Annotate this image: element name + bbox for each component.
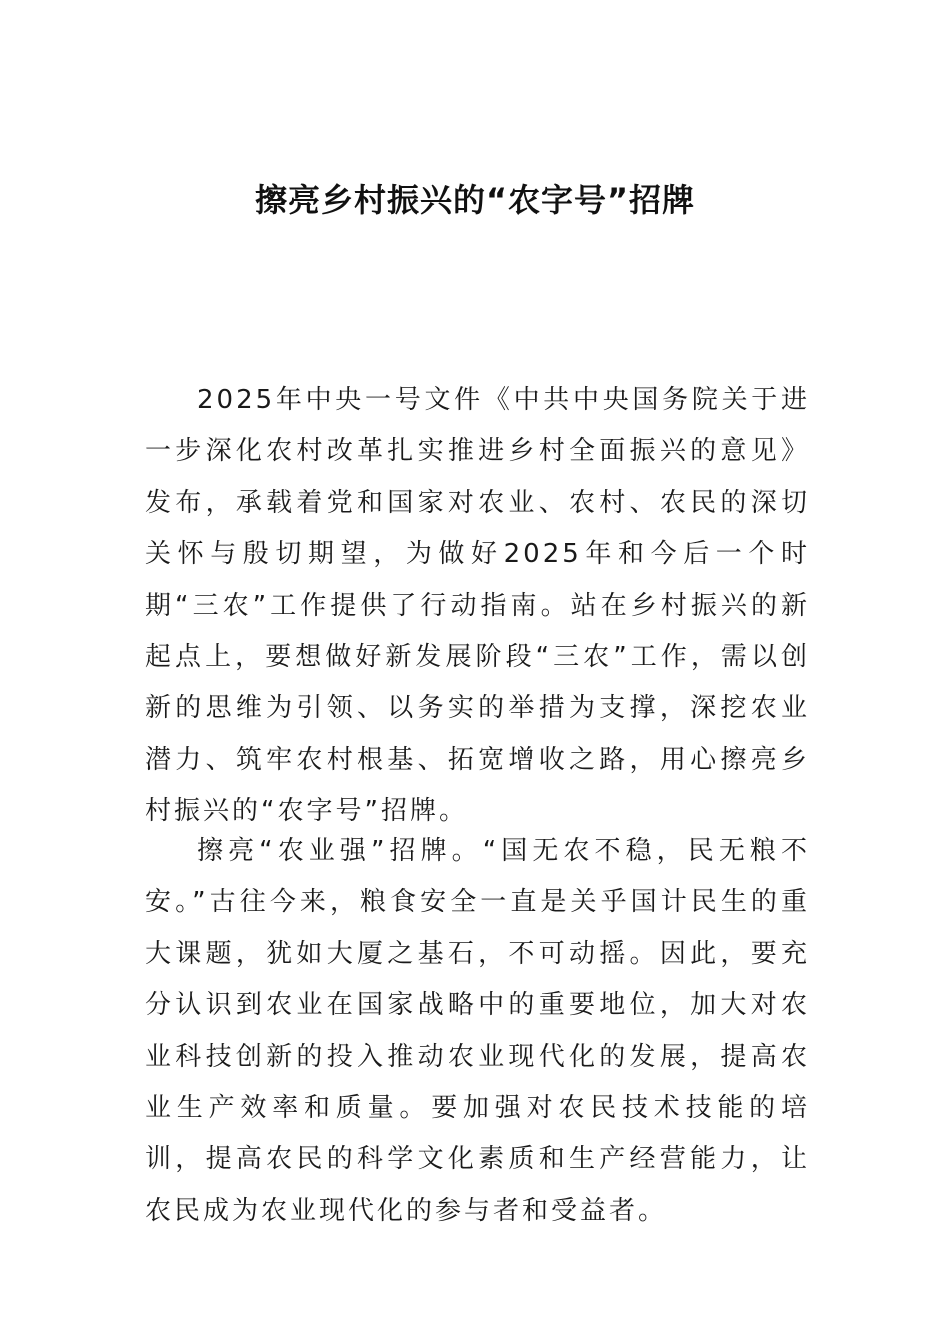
paragraph-intro: 2025年中央一号文件《中共中央国务院关于进一步深化农村改革扎实推进乡村全面振兴的意见》发布，承载着党和国家对农业、农村、农民的深切关怀与殷切期望，为做好2025年和今后一个时期“三农”工作提供了行动指南。站在乡村振兴的新起点上，要想做好新发展阶段“三农”工作，需以创新的思维为引领、以务实的举措为支撑，深挖农业潜力、筑牢农村根基、拓宽增收之路，用心擦亮乡村振兴的“农字号”招牌。 bbox=[145, 385, 810, 827]
page-title: 擦亮乡村振兴的“农字号”招牌 bbox=[254, 181, 696, 220]
paragraph-agriculture-strong: 擦亮“农业强”招牌。“国无农不稳，民无粮不安。”古往今来，粮食安全一直是关乎国计民生的重大课题，犹如大厦之基石，不可动摇。因此，要充分认识到农业在国家战略中的重要地位，加大对农业科技创新的投入推动农业现代化的发展，提高农业生产效率和质量。要加强对农民技术技能的培训，提高农民的科学文化素质和生产经营能力，让农民成为农业现代化的参与者和受益者。 bbox=[145, 836, 810, 1226]
